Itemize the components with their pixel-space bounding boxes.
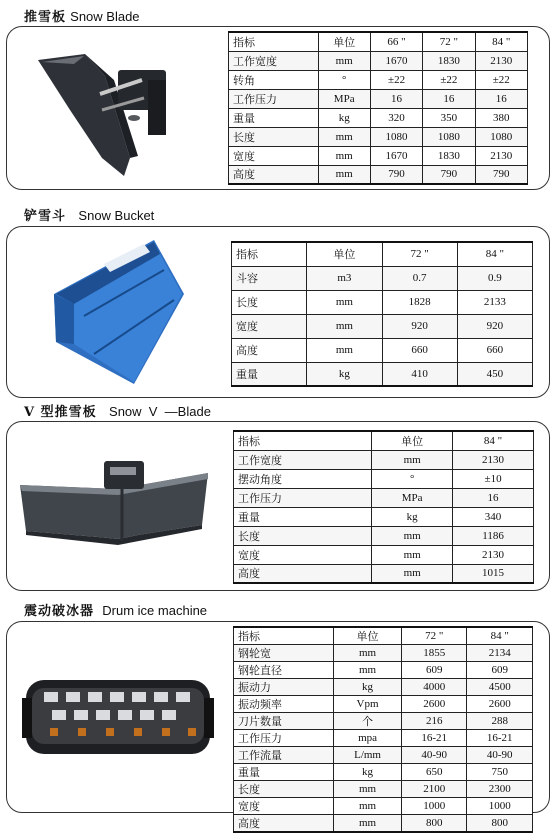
table-cell: 920	[382, 314, 457, 338]
table-cell: kg	[318, 108, 370, 127]
table-row	[229, 108, 528, 127]
parameter-name-cell: 宽度	[232, 314, 307, 338]
table-row	[234, 564, 534, 583]
parameter-name-cell: 长度	[234, 781, 334, 798]
parameter-name-cell: 斗容	[232, 266, 307, 290]
table-row	[234, 679, 533, 696]
parameter-name-cell: 钢轮直径	[234, 662, 334, 679]
parameter-name-cell: 高度	[229, 165, 319, 184]
table-cell: 1670	[370, 146, 422, 165]
table-cell: ±22	[423, 70, 475, 89]
table-row	[234, 526, 534, 545]
table-header-cell: 72 "	[423, 32, 475, 51]
table-cell: 2130	[453, 450, 534, 469]
table-cell: 2600	[401, 696, 467, 713]
parameter-name-cell: 工作压力	[234, 730, 334, 747]
table-header-row	[229, 32, 528, 51]
parameter-name-cell: 重量	[229, 108, 319, 127]
table-row	[232, 362, 533, 386]
table-cell: kg	[334, 679, 402, 696]
table-cell: 16	[453, 488, 534, 507]
table-header-cell: 单位	[307, 242, 382, 266]
table-row	[232, 314, 533, 338]
v-blade-image	[18, 455, 210, 555]
table-cell: °	[318, 70, 370, 89]
parameter-name-cell: 长度	[232, 290, 307, 314]
drum-ice-machine-image	[22, 658, 214, 766]
table-row	[234, 764, 533, 781]
table-header-cell: 指标	[234, 431, 372, 450]
parameter-name-cell: 工作流量	[234, 747, 334, 764]
table-cell: 790	[370, 165, 422, 184]
table-row	[234, 469, 534, 488]
table-header-cell: 72 "	[401, 627, 467, 645]
section-title-drum-ice-machine: 震动破冰器 Drum ice machine	[24, 603, 208, 619]
parameter-name-cell: 宽度	[229, 146, 319, 165]
table-cell: Vpm	[334, 696, 402, 713]
table-cell: 660	[382, 338, 457, 362]
table-header-cell: 单位	[372, 431, 453, 450]
parameter-name-cell: 长度	[234, 526, 372, 545]
snow-bucket-spec-table	[231, 241, 533, 387]
table-row	[232, 266, 533, 290]
table-cell: mm	[372, 526, 453, 545]
table-row	[229, 70, 528, 89]
table-cell: 1080	[370, 127, 422, 146]
table-cell: 个	[334, 713, 402, 730]
parameter-name-cell: 长度	[229, 127, 319, 146]
table-cell: 1670	[370, 51, 422, 70]
table-cell: 380	[475, 108, 527, 127]
section-title-snow-bucket: 铲雪斗 Snow Bucket	[24, 208, 155, 224]
table-cell: 2100	[401, 781, 467, 798]
table-cell: kg	[334, 764, 402, 781]
table-row	[234, 507, 534, 526]
table-header-cell: 单位	[334, 627, 402, 645]
table-cell: mm	[307, 338, 382, 362]
parameter-name-cell: 高度	[234, 564, 372, 583]
table-cell: kg	[307, 362, 382, 386]
v-blade-spec-table	[233, 430, 534, 584]
table-cell: 2134	[467, 645, 533, 662]
table-cell: 2300	[467, 781, 533, 798]
table-cell: 1186	[453, 526, 534, 545]
table-cell: mm	[334, 781, 402, 798]
table-cell: 790	[475, 165, 527, 184]
drum-ice-machine-spec-table	[233, 626, 533, 833]
table-cell: 790	[423, 165, 475, 184]
table-cell: mm	[318, 51, 370, 70]
table-cell: MPa	[372, 488, 453, 507]
table-cell: 410	[382, 362, 457, 386]
table-header-row	[234, 627, 533, 645]
table-header-cell: 66 "	[370, 32, 422, 51]
table-row	[229, 165, 528, 184]
table-cell: 800	[467, 815, 533, 833]
parameter-name-cell: 工作宽度	[229, 51, 319, 70]
table-header-row	[234, 431, 534, 450]
table-row	[229, 127, 528, 146]
table-cell: 40-90	[467, 747, 533, 764]
table-cell: 216	[401, 713, 467, 730]
table-cell: MPa	[318, 89, 370, 108]
table-cell: m3	[307, 266, 382, 290]
table-cell: °	[372, 469, 453, 488]
parameter-name-cell: 工作宽度	[234, 450, 372, 469]
table-cell: 1855	[401, 645, 467, 662]
table-cell: 4000	[401, 679, 467, 696]
table-cell: 0.9	[457, 266, 532, 290]
table-cell: 650	[401, 764, 467, 781]
table-cell: 288	[467, 713, 533, 730]
table-row	[234, 450, 534, 469]
table-row	[234, 645, 533, 662]
table-cell: 16	[423, 89, 475, 108]
table-row	[234, 730, 533, 747]
table-cell: mm	[372, 564, 453, 583]
table-cell: kg	[372, 507, 453, 526]
table-cell: L/mm	[334, 747, 402, 764]
table-cell: 1828	[382, 290, 457, 314]
table-cell: mm	[334, 815, 402, 833]
table-cell: 800	[401, 815, 467, 833]
table-cell: ±22	[475, 70, 527, 89]
table-cell: 40-90	[401, 747, 467, 764]
table-cell: 2130	[475, 146, 527, 165]
table-cell: 340	[453, 507, 534, 526]
table-cell: 1080	[423, 127, 475, 146]
table-cell: ±10	[453, 469, 534, 488]
table-row	[234, 545, 534, 564]
table-cell: mm	[334, 662, 402, 679]
parameter-name-cell: 刀片数量	[234, 713, 334, 730]
table-cell: 1080	[475, 127, 527, 146]
table-cell: 750	[467, 764, 533, 781]
table-cell: mpa	[334, 730, 402, 747]
table-header-cell: 指标	[232, 242, 307, 266]
snow-blade-spec-table	[228, 31, 528, 185]
table-cell: 16	[370, 89, 422, 108]
table-row	[232, 290, 533, 314]
table-cell: 4500	[467, 679, 533, 696]
table-cell: 609	[401, 662, 467, 679]
table-cell: 2130	[453, 545, 534, 564]
table-cell: 1830	[423, 146, 475, 165]
table-row	[234, 815, 533, 833]
table-row	[234, 747, 533, 764]
snow-blade-image	[30, 40, 180, 180]
table-row	[234, 798, 533, 815]
parameter-name-cell: 重量	[234, 764, 334, 781]
table-header-cell: 84 "	[467, 627, 533, 645]
table-cell: 609	[467, 662, 533, 679]
parameter-name-cell: 振动频率	[234, 696, 334, 713]
table-cell: 1000	[401, 798, 467, 815]
table-row	[229, 89, 528, 108]
table-cell: 16-21	[467, 730, 533, 747]
table-row	[234, 488, 534, 507]
parameter-name-cell: 摆动角度	[234, 469, 372, 488]
table-header-cell: 84 "	[453, 431, 534, 450]
table-cell: 920	[457, 314, 532, 338]
table-header-cell: 指标	[234, 627, 334, 645]
section-title-v-blade: V 型推雪板 Snow V —Blade	[24, 404, 211, 420]
table-row	[229, 146, 528, 165]
table-cell: 1000	[467, 798, 533, 815]
table-row	[234, 662, 533, 679]
table-cell: mm	[307, 314, 382, 338]
parameter-name-cell: 重量	[234, 507, 372, 526]
parameter-name-cell: 钢轮宽	[234, 645, 334, 662]
table-cell: mm	[318, 146, 370, 165]
parameter-name-cell: 宽度	[234, 798, 334, 815]
parameter-name-cell: 高度	[234, 815, 334, 833]
table-cell: 1015	[453, 564, 534, 583]
table-row	[234, 781, 533, 798]
parameter-name-cell: 振动力	[234, 679, 334, 696]
table-cell: mm	[372, 545, 453, 564]
parameter-name-cell: 高度	[232, 338, 307, 362]
table-cell: 2600	[467, 696, 533, 713]
table-header-cell: 84 "	[475, 32, 527, 51]
table-header-cell: 72 "	[382, 242, 457, 266]
table-header-cell: 84 "	[457, 242, 532, 266]
section-title-snow-blade: 推雪板 Snow Blade	[24, 9, 140, 25]
parameter-name-cell: 转角	[229, 70, 319, 89]
table-cell: 450	[457, 362, 532, 386]
table-row	[229, 51, 528, 70]
table-cell: 16-21	[401, 730, 467, 747]
table-cell: 2130	[475, 51, 527, 70]
table-cell: 660	[457, 338, 532, 362]
table-cell: mm	[372, 450, 453, 469]
table-cell: 2133	[457, 290, 532, 314]
table-header-cell: 指标	[229, 32, 319, 51]
table-cell: ±22	[370, 70, 422, 89]
table-cell: 350	[423, 108, 475, 127]
parameter-name-cell: 宽度	[234, 545, 372, 564]
table-cell: mm	[334, 798, 402, 815]
table-cell: 0.7	[382, 266, 457, 290]
parameter-name-cell: 工作压力	[229, 89, 319, 108]
table-cell: mm	[334, 645, 402, 662]
table-cell: mm	[307, 290, 382, 314]
parameter-name-cell: 重量	[232, 362, 307, 386]
table-row	[234, 696, 533, 713]
table-header-row	[232, 242, 533, 266]
table-row	[234, 713, 533, 730]
parameter-name-cell: 工作压力	[234, 488, 372, 507]
table-cell: 1830	[423, 51, 475, 70]
table-cell: mm	[318, 165, 370, 184]
snow-bucket-image	[34, 234, 194, 386]
table-row	[232, 338, 533, 362]
table-cell: 320	[370, 108, 422, 127]
table-header-cell: 单位	[318, 32, 370, 51]
table-cell: mm	[318, 127, 370, 146]
table-cell: 16	[475, 89, 527, 108]
